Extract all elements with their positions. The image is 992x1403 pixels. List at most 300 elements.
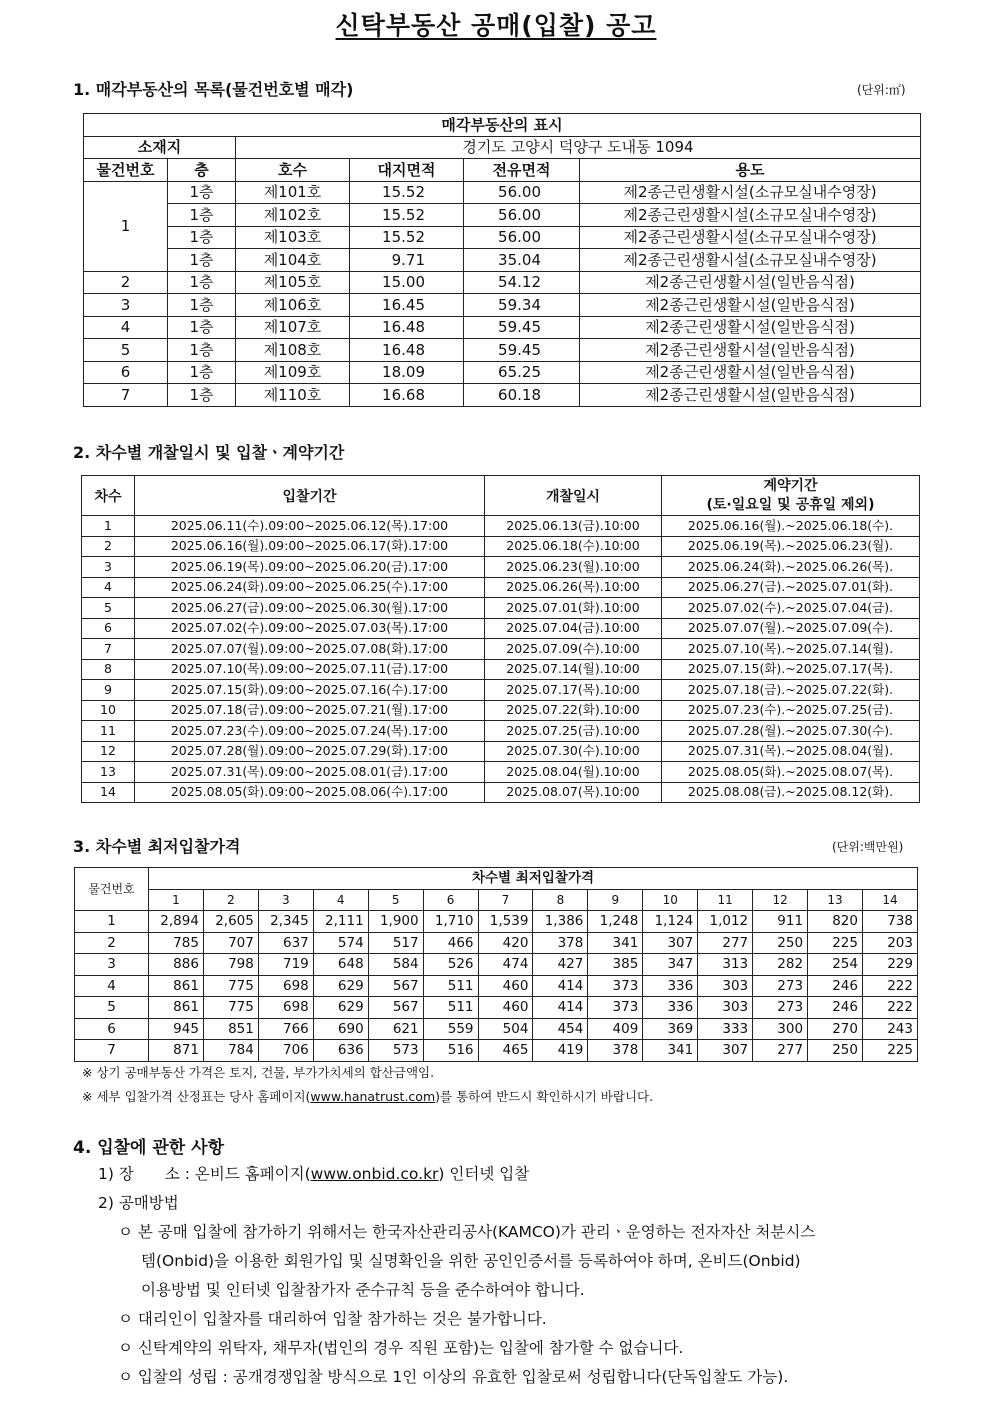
price-cell: 820: [808, 911, 863, 933]
table-row: [75, 1018, 918, 1040]
table-cell: 제2종근린생활시설(일반음식점): [580, 339, 921, 362]
table-cell: 2025.07.15(화).09:00~2025.07.16(수).17:00: [135, 680, 485, 701]
table-row: [82, 639, 920, 660]
section-1-unit: (단위:㎡): [857, 83, 906, 97]
table-cell: 2025.06.24(화).~2025.06.26(목).: [662, 557, 920, 578]
table-cell: 1층: [168, 271, 236, 294]
table-cell: 2025.07.02(수).~2025.07.04(금).: [662, 598, 920, 619]
table-cell: 2025.08.04(월).10:00: [485, 762, 662, 783]
method-bullet-4: ㅇ 입찰의 성립 : 공개경쟁입찰 방식으로 1인 이상의 유효한 입찰로써 성립합니다(단독입찰도 가능).: [118, 1368, 789, 1386]
price-cell: 454: [533, 1018, 588, 1040]
section-3-unit: (단위:백만원): [832, 840, 904, 854]
price-cell: 784: [203, 1040, 258, 1062]
table-row: [84, 249, 921, 272]
price-cell: 2,345: [258, 911, 313, 933]
table-cell: 제106호: [236, 294, 350, 317]
price-cell: 719: [258, 954, 313, 976]
price-note-1: ※ 상기 공매부동산 가격은 토지, 건물, 부가가치세의 합산금액임.: [82, 1065, 435, 1080]
section-2-heading: 2. 차수별 개찰일시 및 입찰ㆍ계약기간: [73, 443, 345, 462]
price-cell: 1,248: [588, 911, 643, 933]
table-cell: 16.48: [350, 316, 464, 339]
price-cell: 465: [478, 1040, 533, 1062]
round-header: 4: [313, 889, 368, 911]
price-cell: 409: [588, 1018, 643, 1040]
table-cell: 2025.07.18(금).09:00~2025.07.21(월).17:00: [135, 700, 485, 721]
method-bullet-1-line-2: 템(Onbid)을 이용한 회원가입 및 실명확인을 위한 공인인증서를 등록하여야 하며, 온비드(Onbid): [141, 1252, 801, 1270]
table-cell: 2025.07.25(금).10:00: [485, 721, 662, 742]
table-cell: 제109호: [236, 361, 350, 384]
location-item-pre: 1) 장 소 : 온비드 홈페이지(: [98, 1165, 311, 1183]
price-cell: 222: [862, 997, 917, 1019]
table-cell: 10: [82, 700, 135, 721]
table-row: [75, 997, 918, 1019]
col-opening: 개찰일시: [485, 476, 662, 516]
table-cell: 제2종근린생활시설(소규모실내수영장): [580, 204, 921, 227]
table-cell: 1층: [168, 316, 236, 339]
table-row: [84, 361, 921, 384]
round-header: 5: [368, 889, 423, 911]
section-4-heading: 4. 입찰에 관한 사항: [73, 1138, 224, 1158]
price-cell: 861: [149, 997, 204, 1019]
table-cell: 제2종근린생활시설(소규모실내수영장): [580, 181, 921, 204]
column-header: 용도: [580, 159, 921, 182]
col-bid-period: 입찰기간: [135, 476, 485, 516]
price-cell: 307: [643, 932, 698, 954]
price-cell: 250: [808, 1040, 863, 1062]
price-cell: 385: [588, 954, 643, 976]
table-cell: 2025.07.30(수).10:00: [485, 741, 662, 762]
table-row: [82, 782, 920, 803]
table-cell: 제103호: [236, 226, 350, 249]
table-row: [82, 721, 920, 742]
price-cell: 851: [203, 1018, 258, 1040]
price-cell: 706: [258, 1040, 313, 1062]
table-row: [82, 557, 920, 578]
table-cell: 1층: [168, 204, 236, 227]
price-cell: 707: [203, 932, 258, 954]
round-header: 11: [698, 889, 753, 911]
price-cell: 1,386: [533, 911, 588, 933]
table-cell: 2025.07.18(금).~2025.07.22(화).: [662, 680, 920, 701]
item-number-cell: 5: [75, 997, 149, 1019]
price-note-2-pre: ※ 세부 입찰가격 산정표는 당사 홈페이지(: [82, 1089, 311, 1104]
table-cell: 2025.06.24(화).09:00~2025.06.25(수).17:00: [135, 577, 485, 598]
location-value: 경기도 고양시 덕양구 도내동 1094: [236, 136, 921, 159]
price-cell: 277: [753, 1040, 808, 1062]
location-label: 소재지: [84, 136, 236, 159]
table-cell: 11: [82, 721, 135, 742]
round-header: 6: [423, 889, 478, 911]
price-cell: 698: [258, 997, 313, 1019]
table-row: [84, 226, 921, 249]
price-cell: 648: [313, 954, 368, 976]
min-price-table: [74, 867, 918, 1062]
item-number-cell: 3: [75, 954, 149, 976]
table-cell: 1층: [168, 249, 236, 272]
table-cell: 1층: [168, 226, 236, 249]
method-bullet-1-line-3: 이용방법 및 인터넷 입찰참가자 준수규칙 등을 준수하여야 합니다.: [141, 1281, 585, 1299]
price-cell: 250: [753, 932, 808, 954]
price-cell: 373: [588, 975, 643, 997]
price-cell: 333: [698, 1018, 753, 1040]
table-cell: 56.00: [464, 204, 580, 227]
table-cell: 2025.06.16(월).09:00~2025.06.17(화).17:00: [135, 536, 485, 557]
round-header: 3: [258, 889, 313, 911]
price-cell: 2,111: [313, 911, 368, 933]
item-number-cell: 5: [84, 339, 168, 362]
table-cell: 제2종근린생활시설(일반음식점): [580, 316, 921, 339]
price-cell: 559: [423, 1018, 478, 1040]
table-cell: 제101호: [236, 181, 350, 204]
table-cell: 2025.07.17(목).10:00: [485, 680, 662, 701]
table-cell: 15.52: [350, 181, 464, 204]
method-bullet-3: ㅇ 신탁계약의 위탁자, 채무자(법인의 경우 직원 포함)는 입찰에 참가할 수 없습니다.: [118, 1339, 684, 1357]
round-header: 9: [588, 889, 643, 911]
price-note-2-post: )를 통하여 반드시 확인하시기 바랍니다.: [435, 1089, 654, 1104]
table-cell: 제2종근린생활시설(소규모실내수영장): [580, 249, 921, 272]
table-row: [82, 741, 920, 762]
table-cell: 14: [82, 782, 135, 803]
price-note-2: [82, 1087, 653, 1105]
table-cell: 2025.07.02(수).09:00~2025.07.03(목).17:00: [135, 618, 485, 639]
price-cell: 567: [368, 975, 423, 997]
round-header: 2: [203, 889, 258, 911]
price-cell: 222: [862, 975, 917, 997]
price-cell: 798: [203, 954, 258, 976]
table-cell: 18.09: [350, 361, 464, 384]
price-cell: 1,710: [423, 911, 478, 933]
price-cell: 511: [423, 975, 478, 997]
method-item: 2) 공매방법: [98, 1194, 179, 1212]
price-cell: 516: [423, 1040, 478, 1062]
round-header: 8: [533, 889, 588, 911]
price-cell: 277: [698, 932, 753, 954]
table-cell: 12: [82, 741, 135, 762]
price-cell: 369: [643, 1018, 698, 1040]
table-cell: 제2종근린생활시설(일반음식점): [580, 384, 921, 407]
table-row: [82, 536, 920, 557]
item-number-cell: 1: [75, 911, 149, 933]
table-cell: 2025.07.23(수).~2025.07.25(금).: [662, 700, 920, 721]
page-title: 신탁부동산 공매(입찰) 공고: [335, 11, 657, 40]
item-number-cell: 7: [75, 1040, 149, 1062]
table-cell: 제105호: [236, 271, 350, 294]
table-row: [84, 384, 921, 407]
onbid-link[interactable]: www.onbid.co.kr: [310, 1165, 439, 1183]
table-cell: 2025.07.14(월).10:00: [485, 659, 662, 680]
table-cell: 2025.06.23(월).10:00: [485, 557, 662, 578]
price-cell: 303: [698, 975, 753, 997]
price-cell: 420: [478, 932, 533, 954]
item-number-cell: 4: [75, 975, 149, 997]
price-cell: 637: [258, 932, 313, 954]
table-cell: 2025.06.11(수).09:00~2025.06.12(목).17:00: [135, 516, 485, 537]
price-cell: 303: [698, 997, 753, 1019]
table-row: [75, 975, 918, 997]
price-cell: 584: [368, 954, 423, 976]
table-cell: 2025.07.22(화).10:00: [485, 700, 662, 721]
price-cell: 273: [753, 997, 808, 1019]
price-cell: 225: [808, 932, 863, 954]
price-cell: 2,605: [203, 911, 258, 933]
price-cell: 373: [588, 997, 643, 1019]
table-cell: 2025.07.09(수).10:00: [485, 639, 662, 660]
table-row: [82, 598, 920, 619]
table-row: [84, 204, 921, 227]
item-number-cell: 2: [75, 932, 149, 954]
table-cell: 2025.06.16(월).~2025.06.18(수).: [662, 516, 920, 537]
price-cell: 698: [258, 975, 313, 997]
table-cell: 54.12: [464, 271, 580, 294]
table-cell: 제2종근린생활시설(일반음식점): [580, 271, 921, 294]
price-cell: 775: [203, 975, 258, 997]
price-cell: 861: [149, 975, 204, 997]
price-cell: 282: [753, 954, 808, 976]
price-cell: 203: [862, 932, 917, 954]
round-header: 7: [478, 889, 533, 911]
price-cell: 911: [753, 911, 808, 933]
table-cell: 60.18: [464, 384, 580, 407]
price-cell: 419: [533, 1040, 588, 1062]
table-cell: 1층: [168, 181, 236, 204]
item-number-cell: 4: [84, 316, 168, 339]
table-row: [82, 680, 920, 701]
table-row: [82, 618, 920, 639]
table-cell: 제2종근린생활시설(일반음식점): [580, 294, 921, 317]
col-contract-period: [662, 476, 920, 516]
price-cell: 785: [149, 932, 204, 954]
price-cell: 690: [313, 1018, 368, 1040]
price-cell: 573: [368, 1040, 423, 1062]
table-row: [82, 762, 920, 783]
table-cell: 1층: [168, 339, 236, 362]
price-cell: 517: [368, 932, 423, 954]
table-cell: 2025.07.10(목).09:00~2025.07.11(금).17:00: [135, 659, 485, 680]
table-cell: 13: [82, 762, 135, 783]
col-round: 차수: [82, 476, 135, 516]
table-cell: 15.52: [350, 204, 464, 227]
table-cell: 2025.07.01(화).10:00: [485, 598, 662, 619]
table-cell: 2025.08.08(금).~2025.08.12(화).: [662, 782, 920, 803]
table-cell: 제107호: [236, 316, 350, 339]
table-cell: 56.00: [464, 181, 580, 204]
table-cell: 2025.07.31(목).09:00~2025.08.01(금).17:00: [135, 762, 485, 783]
section-3-heading: 3. 차수별 최저입찰가격: [73, 837, 241, 856]
column-header: 호수: [236, 159, 350, 182]
round-header: 10: [643, 889, 698, 911]
table-cell: 2025.07.15(화).~2025.07.17(목).: [662, 659, 920, 680]
location-item-post: ) 인터넷 입찰: [438, 1165, 530, 1183]
table-cell: 2025.07.28(월).09:00~2025.07.29(화).17:00: [135, 741, 485, 762]
round-header: 12: [753, 889, 808, 911]
price-cell: 300: [753, 1018, 808, 1040]
price-cell: 254: [808, 954, 863, 976]
table-cell: 59.45: [464, 339, 580, 362]
col-contract-period-label: 계약기간: [763, 477, 818, 494]
round-header: 13: [808, 889, 863, 911]
table-cell: 2025.06.13(금).10:00: [485, 516, 662, 537]
table-row: [82, 516, 920, 537]
price-cell: 636: [313, 1040, 368, 1062]
table-cell: 15.00: [350, 271, 464, 294]
table-cell: 8: [82, 659, 135, 680]
table-cell: 2025.06.26(목).10:00: [485, 577, 662, 598]
table-row: [84, 271, 921, 294]
schedule-table: [81, 475, 920, 803]
price-cell: 378: [588, 1040, 643, 1062]
price-cell: 511: [423, 997, 478, 1019]
item-number-cell: 2: [84, 271, 168, 294]
table-row: [84, 294, 921, 317]
table-cell: 9: [82, 680, 135, 701]
price-cell: 466: [423, 932, 478, 954]
price-cell: 738: [862, 911, 917, 933]
price-cell: 567: [368, 997, 423, 1019]
price-cell: 1,124: [643, 911, 698, 933]
item-number-cell: 3: [84, 294, 168, 317]
method-bullet-2: ㅇ 대리인이 입찰자를 대리하여 입찰 참가하는 것은 불가합니다.: [118, 1310, 547, 1328]
table-cell: 1층: [168, 294, 236, 317]
column-header: 층: [168, 159, 236, 182]
table-cell: 3: [82, 557, 135, 578]
table-cell: 65.25: [464, 361, 580, 384]
price-cell: 378: [533, 932, 588, 954]
price-cell: 766: [258, 1018, 313, 1040]
table-cell: 16.68: [350, 384, 464, 407]
table-cell: 2025.07.04(금).10:00: [485, 618, 662, 639]
column-header: 전유면적: [464, 159, 580, 182]
price-cell: 621: [368, 1018, 423, 1040]
col-contract-period-note: (토·일요일 및 공휴일 제외): [706, 496, 875, 513]
price-cell: 229: [862, 954, 917, 976]
table-cell: 59.34: [464, 294, 580, 317]
price-cell: 347: [643, 954, 698, 976]
table-row: [75, 1040, 918, 1062]
item-number-cell: 1: [84, 181, 168, 271]
price-cell: 775: [203, 997, 258, 1019]
table-cell: 16.45: [350, 294, 464, 317]
table-cell: 2025.06.19(목).~2025.06.23(월).: [662, 536, 920, 557]
price-cell: 526: [423, 954, 478, 976]
price-cell: 886: [149, 954, 204, 976]
table-cell: 35.04: [464, 249, 580, 272]
price-cell: 273: [753, 975, 808, 997]
table-row: [84, 339, 921, 362]
table-cell: 15.52: [350, 226, 464, 249]
col-item-no: 물건번호: [75, 868, 149, 911]
table-cell: 2: [82, 536, 135, 557]
price-cell: 336: [643, 997, 698, 1019]
hanatrust-link[interactable]: www.hanatrust.com: [310, 1089, 436, 1104]
price-cell: 1,012: [698, 911, 753, 933]
price-cell: 414: [533, 997, 588, 1019]
table-cell: 제108호: [236, 339, 350, 362]
table-cell: 2025.07.28(월).~2025.07.30(수).: [662, 721, 920, 742]
price-cell: 460: [478, 975, 533, 997]
table-cell: 4: [82, 577, 135, 598]
table-cell: 7: [82, 639, 135, 660]
price-cell: 313: [698, 954, 753, 976]
table-cell: 2025.07.07(월).~2025.07.09(수).: [662, 618, 920, 639]
price-cell: 460: [478, 997, 533, 1019]
round-header: 14: [862, 889, 917, 911]
table-row: [75, 932, 918, 954]
property-list-table: [83, 113, 921, 407]
price-cell: 629: [313, 975, 368, 997]
item-number-cell: 6: [84, 361, 168, 384]
table-row: [84, 316, 921, 339]
price-cell: 2,894: [149, 911, 204, 933]
table-cell: 16.48: [350, 339, 464, 362]
table-cell: 2025.08.07(목).10:00: [485, 782, 662, 803]
price-cell: 871: [149, 1040, 204, 1062]
table-row: [75, 954, 918, 976]
price-cell: 945: [149, 1018, 204, 1040]
column-header: 대지면적: [350, 159, 464, 182]
table-cell: 2025.06.27(금).09:00~2025.06.30(월).17:00: [135, 598, 485, 619]
table-cell: 제2종근린생활시설(소규모실내수영장): [580, 226, 921, 249]
table-cell: 5: [82, 598, 135, 619]
table-cell: 1: [82, 516, 135, 537]
price-cell: 336: [643, 975, 698, 997]
table-cell: 9.71: [350, 249, 464, 272]
price-cell: 574: [313, 932, 368, 954]
table-cell: 1층: [168, 384, 236, 407]
table-cell: 제110호: [236, 384, 350, 407]
table-row: [75, 911, 918, 933]
price-cell: 1,539: [478, 911, 533, 933]
table-cell: 제104호: [236, 249, 350, 272]
table-cell: 2025.08.05(화).09:00~2025.08.06(수).17:00: [135, 782, 485, 803]
item-number-cell: 6: [75, 1018, 149, 1040]
item-number-cell: 7: [84, 384, 168, 407]
round-header: 1: [149, 889, 204, 911]
table-cell: 2025.06.27(금).~2025.07.01(화).: [662, 577, 920, 598]
table-cell: 제102호: [236, 204, 350, 227]
price-cell: 474: [478, 954, 533, 976]
col-group: 차수별 최저입찰가격: [149, 868, 918, 890]
price-cell: 243: [862, 1018, 917, 1040]
table-cell: 2025.06.19(목).09:00~2025.06.20(금).17:00: [135, 557, 485, 578]
table-title: 매각부동산의 표시: [84, 114, 921, 137]
table-cell: 1층: [168, 361, 236, 384]
column-header: 물건번호: [84, 159, 168, 182]
price-cell: 629: [313, 997, 368, 1019]
price-cell: 504: [478, 1018, 533, 1040]
section-1-heading: 1. 매각부동산의 목록(물건번호별 매각): [73, 80, 354, 99]
table-row: [82, 700, 920, 721]
table-row: [82, 577, 920, 598]
table-row: [82, 659, 920, 680]
price-cell: 341: [588, 932, 643, 954]
price-cell: 307: [698, 1040, 753, 1062]
table-cell: 2025.07.07(월).09:00~2025.07.08(화).17:00: [135, 639, 485, 660]
price-cell: 341: [643, 1040, 698, 1062]
price-cell: 414: [533, 975, 588, 997]
price-cell: 246: [808, 975, 863, 997]
table-cell: 제2종근린생활시설(일반음식점): [580, 361, 921, 384]
table-cell: 56.00: [464, 226, 580, 249]
table-cell: 2025.08.05(화).~2025.08.07(목).: [662, 762, 920, 783]
table-row: [84, 181, 921, 204]
price-cell: 427: [533, 954, 588, 976]
table-cell: 6: [82, 618, 135, 639]
price-cell: 270: [808, 1018, 863, 1040]
table-cell: 2025.07.31(목).~2025.08.04(월).: [662, 741, 920, 762]
method-bullet-1-line-1: ㅇ 본 공매 입찰에 참가하기 위해서는 한국자산관리공사(KAMCO)가 관리ㆍ운영하는 전자자산 처분시스: [118, 1223, 816, 1241]
price-cell: 225: [862, 1040, 917, 1062]
table-cell: 2025.07.10(목).~2025.07.14(월).: [662, 639, 920, 660]
